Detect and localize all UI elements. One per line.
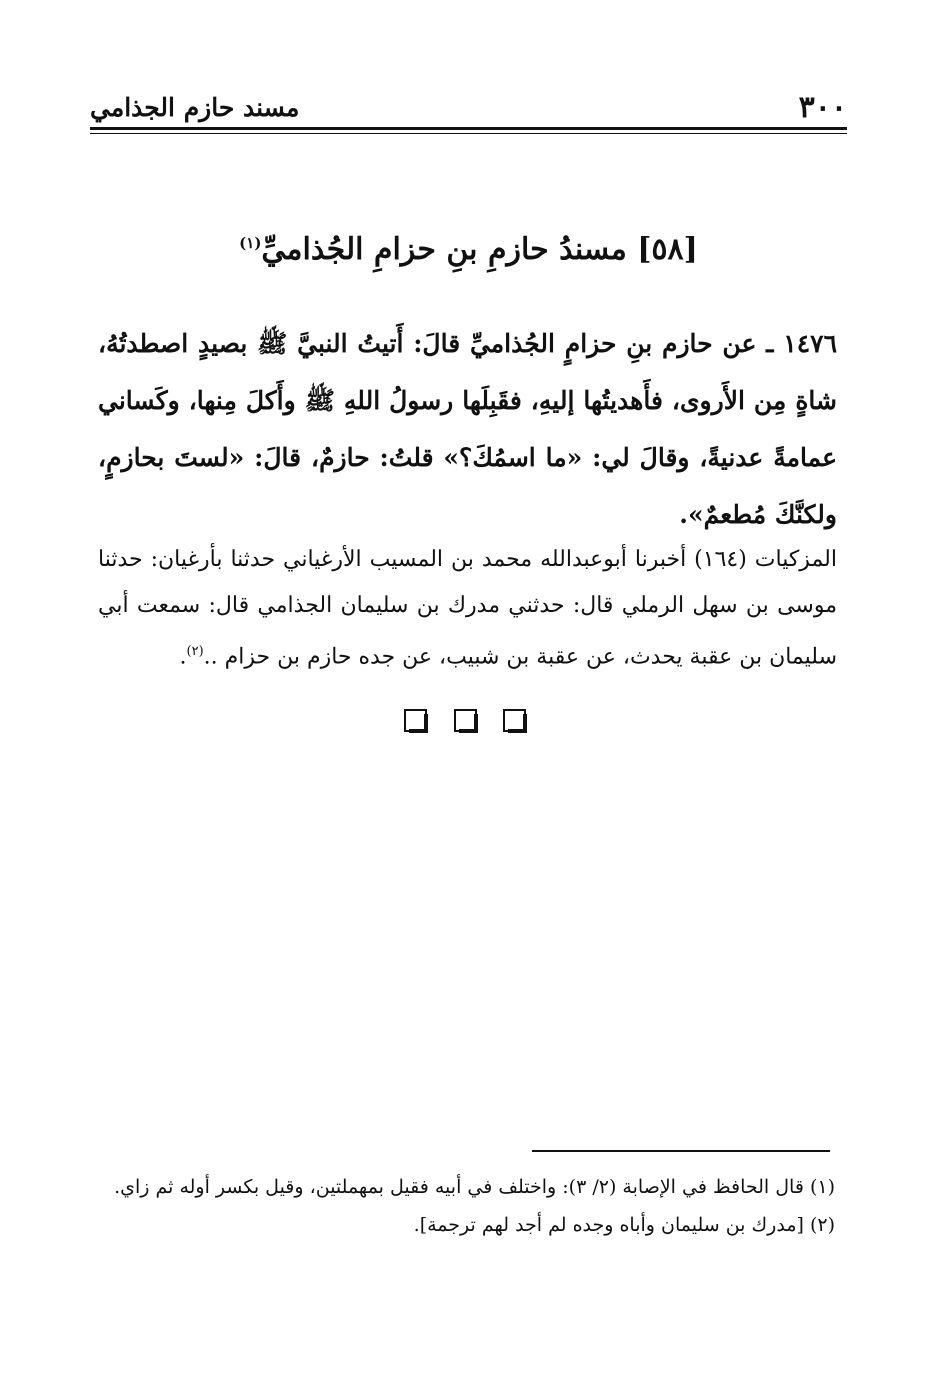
running-title: مسند حازم الجذامي	[90, 93, 300, 122]
header-rule	[90, 127, 847, 130]
header-rule-secondary	[90, 133, 847, 134]
section-title-text: [٥٨] مسندُ حازمِ بنِ حزامِ الجُذاميِّ	[261, 232, 698, 267]
ornament-square-icon	[503, 709, 526, 732]
footnote-ref-2: (٢)	[186, 644, 204, 659]
ornament-square-icon	[404, 709, 427, 732]
running-header	[90, 88, 847, 128]
hadith-text: ١٤٧٦ ـ عن حازم بنِ حزامٍ الجُذاميِّ قالَ: أَتيتُ النبيَّ ﷺ بصيدٍ اصطدتُهُ، شاةٍ مِن الأَروى، فأَهديتُها إليهِ، فقَبِلَها رسولُ اللهِ ﷺ وأَكلَ مِنها، وكَساني عمامةً عدنيةً، وقالَ لي: «ما اسمُكَ؟» قلتُ: حازمٌ، قالَ: «لستَ بحازمٍ، ولكنَّكَ مُطعمٌ».	[98, 329, 837, 529]
ornament-square-icon	[454, 709, 477, 732]
section-title	[90, 218, 847, 275]
footnote-1: (١) قال الحافظ في الإصابة (٢/ ٣): واختلف في أبيه فقيل بمهملتين، وقيل بكسر أوله ثم زاي.	[114, 1176, 835, 1198]
takhrij-text: المزكيات (١٦٤) أخبرنا أبوعبدالله محمد بن المسيب الأرغياني حدثنا بأرغيان: حدثنا موسى بن سهل الرملي قال: حدثني مدرك بن سليمان الجذامي قال: سمعت أبي سليمان بن عقبة يحدث، عن عقبة بن شبيب، عن جده حازم بن حزام ..	[98, 547, 837, 670]
section-end-ornament	[404, 709, 526, 737]
footnote-2: (٢) [مدرك بن سليمان وأباه وجده لم أجد لهم ترجمة].	[413, 1214, 835, 1236]
takhrij-paragraph	[98, 537, 837, 680]
footnote-ref-1: (١)	[239, 234, 262, 252]
takhrij-end: .	[179, 644, 187, 670]
footnote-divider	[532, 1150, 830, 1152]
page-number: ٣٠٠	[798, 90, 847, 125]
footnotes	[92, 1168, 835, 1244]
